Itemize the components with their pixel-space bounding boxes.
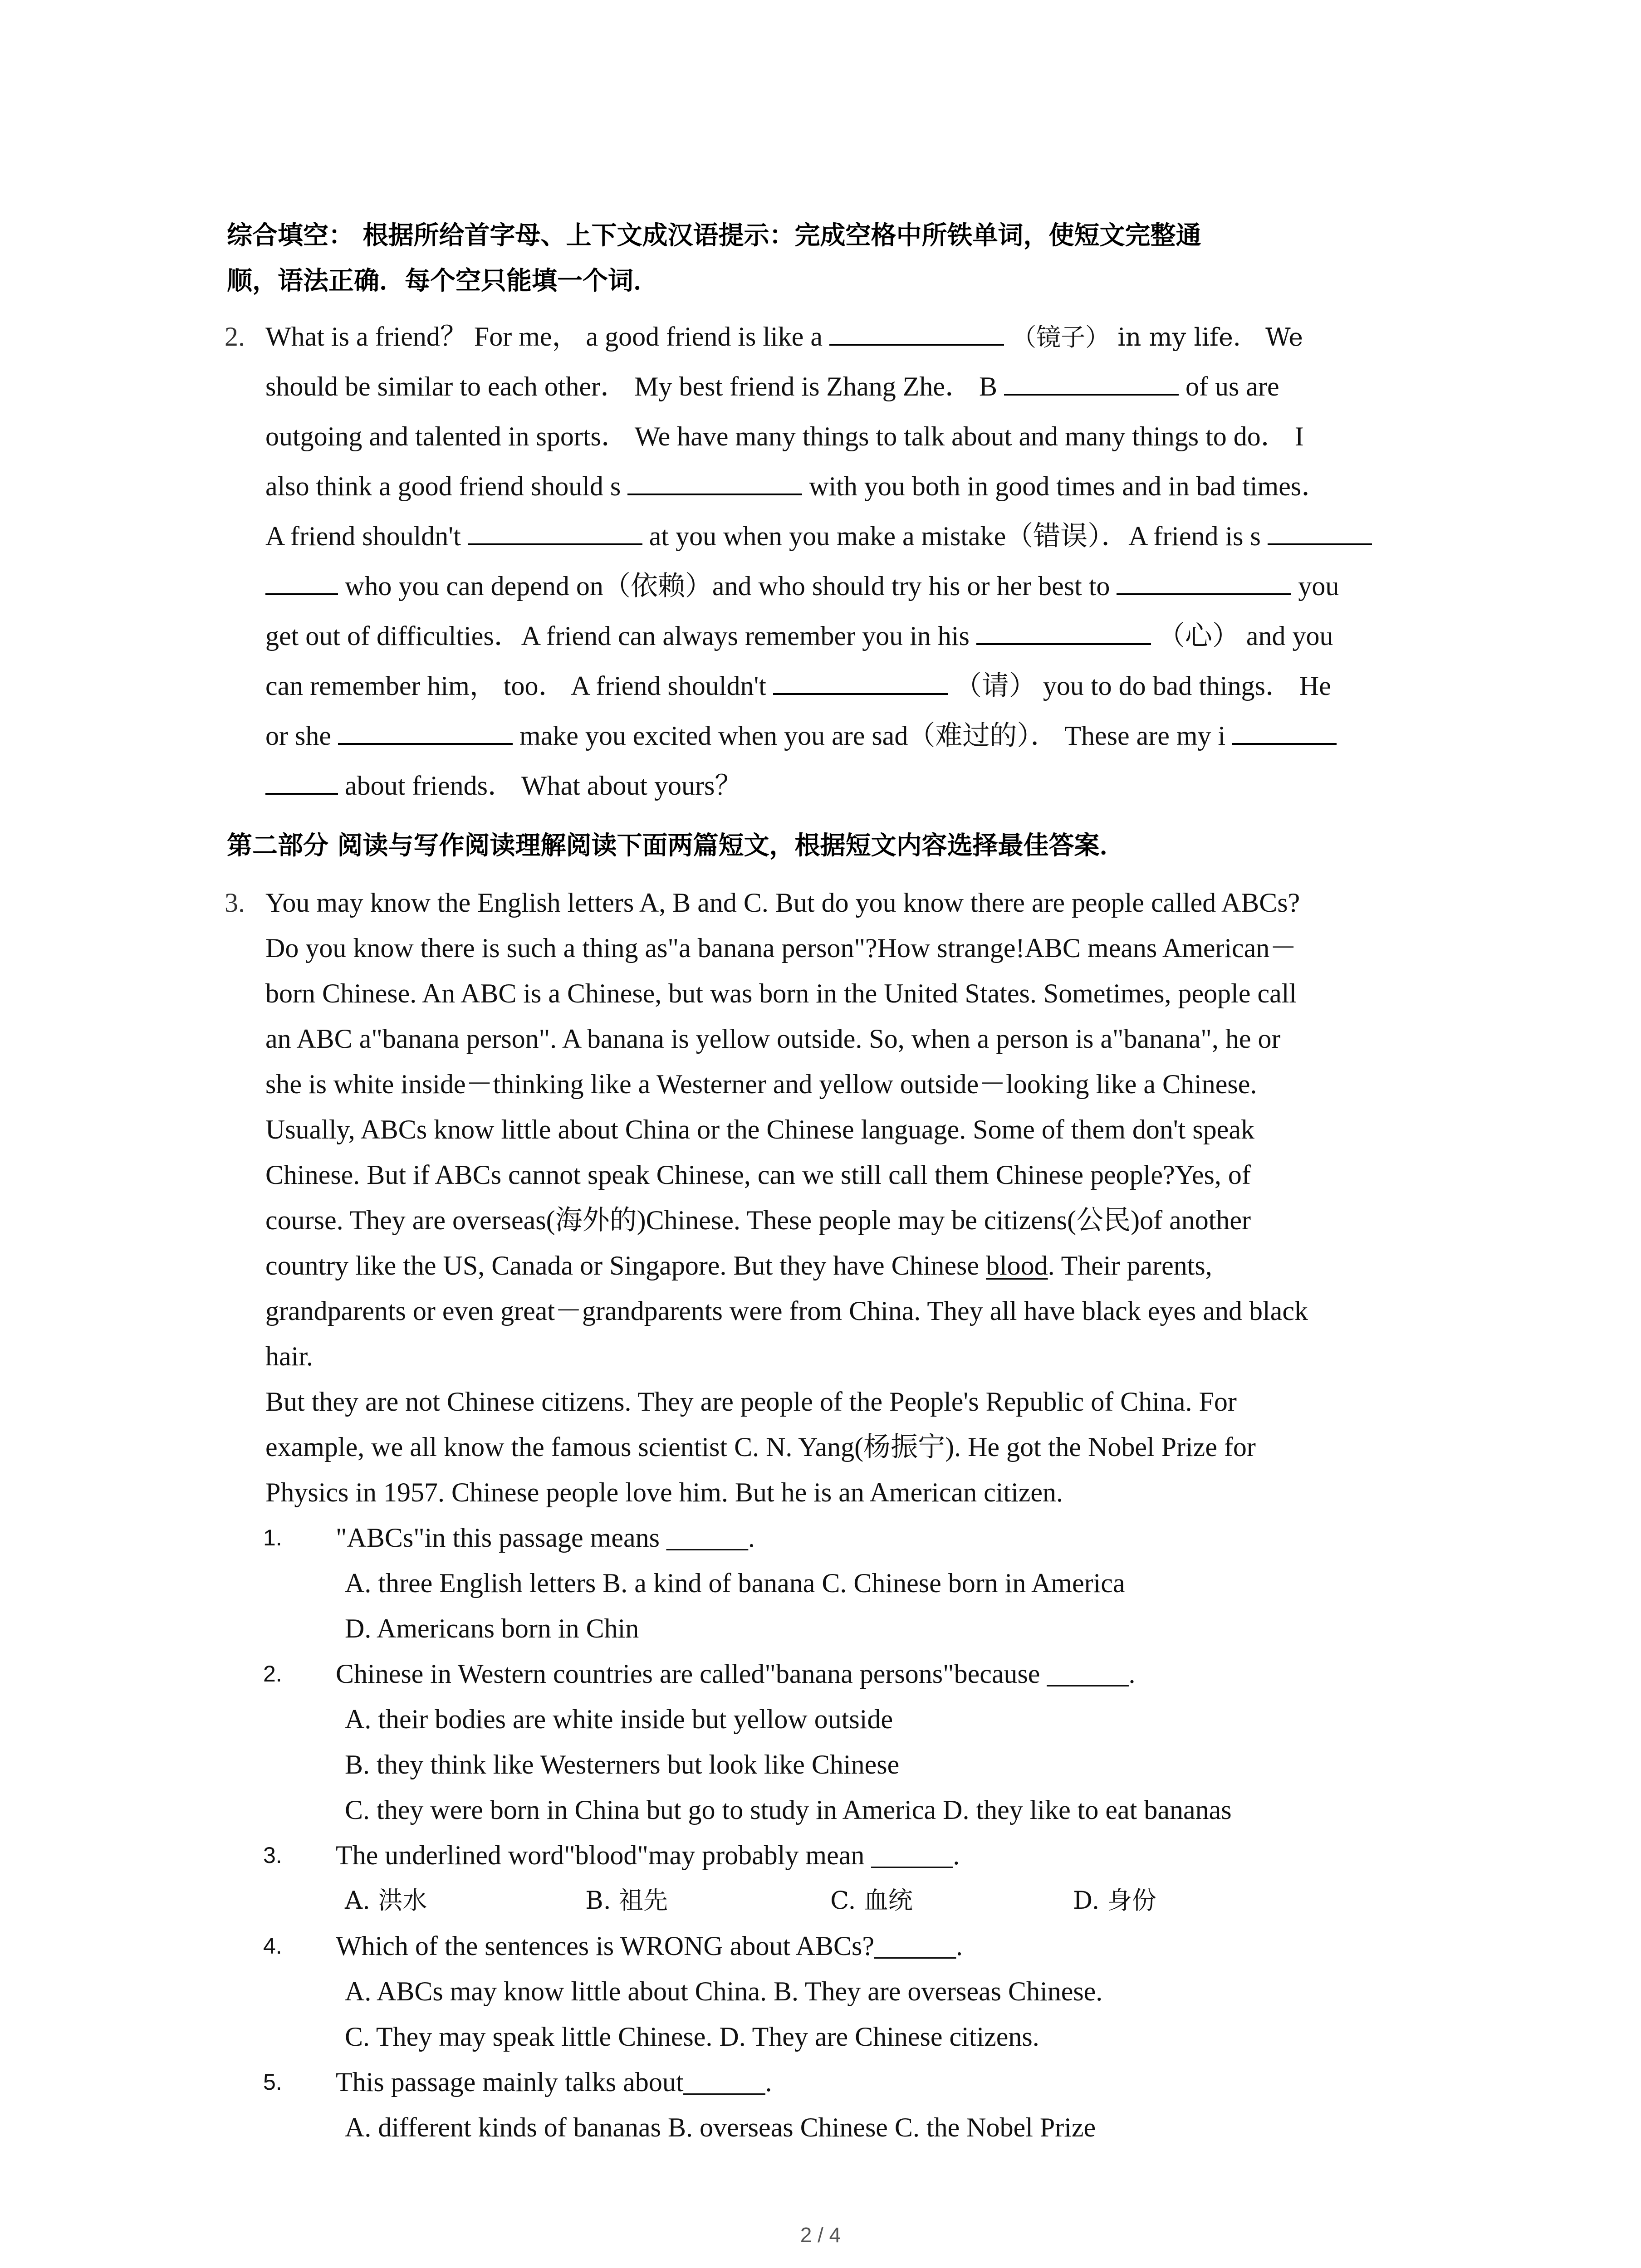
page-number: 2 / 4 [800, 2223, 841, 2247]
q2-line-3: outgoing and talented in sports． We have many things to talk about and many things to do． I [265, 421, 1304, 451]
q3-passage-line: Usually, ABCs know little about China or the Chinese language. Some of them don't speak [265, 1114, 1254, 1144]
q2-line-6: who you can depend on（依赖）and who should try his or her best to you [265, 568, 1339, 604]
answer-blank[interactable] [829, 318, 1004, 346]
q2-line-1: What is a friend？ For me， a good friend is like a （镜子） in my life． We [265, 318, 1303, 356]
subquestion-3-option-a[interactable]: A. 洪水 [345, 1886, 427, 1915]
subquestion-5-stem: This passage mainly talks about______. [336, 2067, 772, 2097]
subquestion-1-stem: "ABCs"in this passage means ______. [336, 1523, 755, 1553]
answer-blank[interactable] [1268, 518, 1372, 545]
subquestion-3-option-d[interactable]: D. 身份 [1073, 1886, 1156, 1915]
q3-passage-line: hair. [265, 1341, 313, 1371]
q2-line-10: about friends． What about yours？ [265, 767, 742, 804]
answer-blank[interactable] [976, 618, 1151, 645]
subquestion-2-options[interactable]: B. they think like Westerners but look like Chinese [345, 1750, 900, 1779]
q3-passage-line: example, we all know the famous scientist C. N. Yang(杨振宁). He got the Nobel Prize for [265, 1432, 1256, 1462]
subquestion-1-number: 1. [263, 1525, 282, 1550]
subquestion-2-options[interactable]: C. they were born in China but go to study in America D. they like to eat bananas [345, 1795, 1232, 1825]
answer-blank[interactable] [1232, 718, 1337, 745]
q2-line-9: or she make you excited when you are sad（难过的）． These are my i [265, 718, 1337, 754]
q3-passage-line: Chinese. But if ABCs cannot speak Chinese, can we still call them Chinese people?Yes, of [265, 1160, 1251, 1190]
q3-passage-line: But they are not Chinese citizens. They are people of the People's Republic of China. For [265, 1387, 1237, 1417]
q3-passage-line: Physics in 1957. Chinese people love him. But he is an American citizen. [265, 1477, 1063, 1507]
q3-passage-line: course. They are overseas(海外的)Chinese. These people may be citizens(公民)of another [265, 1205, 1251, 1235]
question-2-number: 2. [225, 322, 245, 352]
q2-line-2: should be similar to each other． My best friend is Zhang Zhe． B of us are [265, 368, 1279, 405]
subquestion-2-stem: Chinese in Western countries are called"banana persons"because ______. [336, 1659, 1136, 1689]
answer-blank-continued[interactable] [265, 767, 338, 795]
subquestion-3-option-b[interactable]: B. 祖先 [585, 1886, 668, 1915]
section1-instruction-line2: 顺，语法正确．每个空只能填一个词． [227, 266, 659, 296]
q3-passage-line: Do you know there is such a thing as"a banana person"?How strange!ABC means American－ [265, 933, 1297, 963]
q3-passage-line: grandparents or even great－grandparents were from China. They all have black eyes and black [265, 1296, 1308, 1326]
question-3-number: 3. [225, 888, 245, 918]
section1-instruction-line1: 综合填空： 根据所给首字母、上下文成汉语提示：完成空格中所铁单词，使短文完整通 [227, 221, 1201, 250]
answer-blank[interactable] [468, 518, 642, 545]
answer-blank[interactable] [773, 668, 948, 695]
answer-blank[interactable] [627, 468, 802, 495]
q2-line-5: A friend shouldn't at you when you make a mistake（错误）．A friend is s [265, 518, 1372, 554]
subquestion-4-options[interactable]: A. ABCs may know little about China. B. They are overseas Chinese. [345, 1976, 1103, 2006]
subquestion-4-number: 4. [263, 1933, 282, 1959]
q2-line-4: also think a good friend should s with you both in good times and in bad times． [265, 468, 1328, 504]
subquestion-3-stem: The underlined word"blood"may probably mean ______. [336, 1840, 960, 1870]
answer-blank[interactable] [1004, 368, 1179, 396]
q2-line-8: can remember him， too． A friend shouldn't （请） you to do bad things． He [265, 668, 1331, 704]
subquestion-3-option-c[interactable]: C. 血统 [830, 1886, 913, 1915]
subquestion-5-number: 5. [263, 2069, 282, 2095]
q3-passage-line: she is white inside－thinking like a Westerner and yellow outside－looking like a Chinese. [265, 1069, 1257, 1099]
subquestion-1-options[interactable]: D. Americans born in Chin [345, 1613, 639, 1643]
answer-blank[interactable] [1117, 568, 1291, 595]
subquestion-4-options[interactable]: C. They may speak little Chinese. D. They are Chinese citizens. [345, 2022, 1039, 2052]
subquestion-1-options[interactable]: A. three English letters B. a kind of banana C. Chinese born in America [345, 1568, 1125, 1598]
subquestion-3-number: 3. [263, 1843, 282, 1868]
q3-passage-line: country like the US, Canada or Singapore. But they have Chinese blood. Their parents, [265, 1251, 1212, 1281]
section2-title: 第二部分 阅读与写作阅读理解阅读下面两篇短文，根据短文内容选择最佳答案． [227, 831, 1125, 860]
q3-passage-line: born Chinese. An ABC is a Chinese, but was born in the United States. Sometimes, people call [265, 978, 1297, 1008]
underlined-word-blood: blood [985, 1251, 1048, 1281]
q3-passage-line: an ABC a"banana person". A banana is yellow outside. So, when a person is a"banana", he or [265, 1024, 1281, 1054]
answer-blank-continued[interactable] [265, 568, 338, 595]
subquestion-5-options[interactable]: A. different kinds of bananas B. overseas Chinese C. the Nobel Prize [345, 2112, 1096, 2142]
subquestion-2-options[interactable]: A. their bodies are white inside but yellow outside [345, 1704, 893, 1734]
subquestion-2-number: 2. [263, 1661, 282, 1686]
q2-line-7: get out of difficulties．A friend can always remember you in his （心） and you [265, 618, 1333, 654]
q3-passage-line: You may know the English letters A, B and C. But do you know there are people called ABCs? [265, 888, 1300, 918]
subquestion-4-stem: Which of the sentences is WRONG about ABCs?______. [336, 1931, 963, 1961]
answer-blank[interactable] [338, 718, 513, 745]
